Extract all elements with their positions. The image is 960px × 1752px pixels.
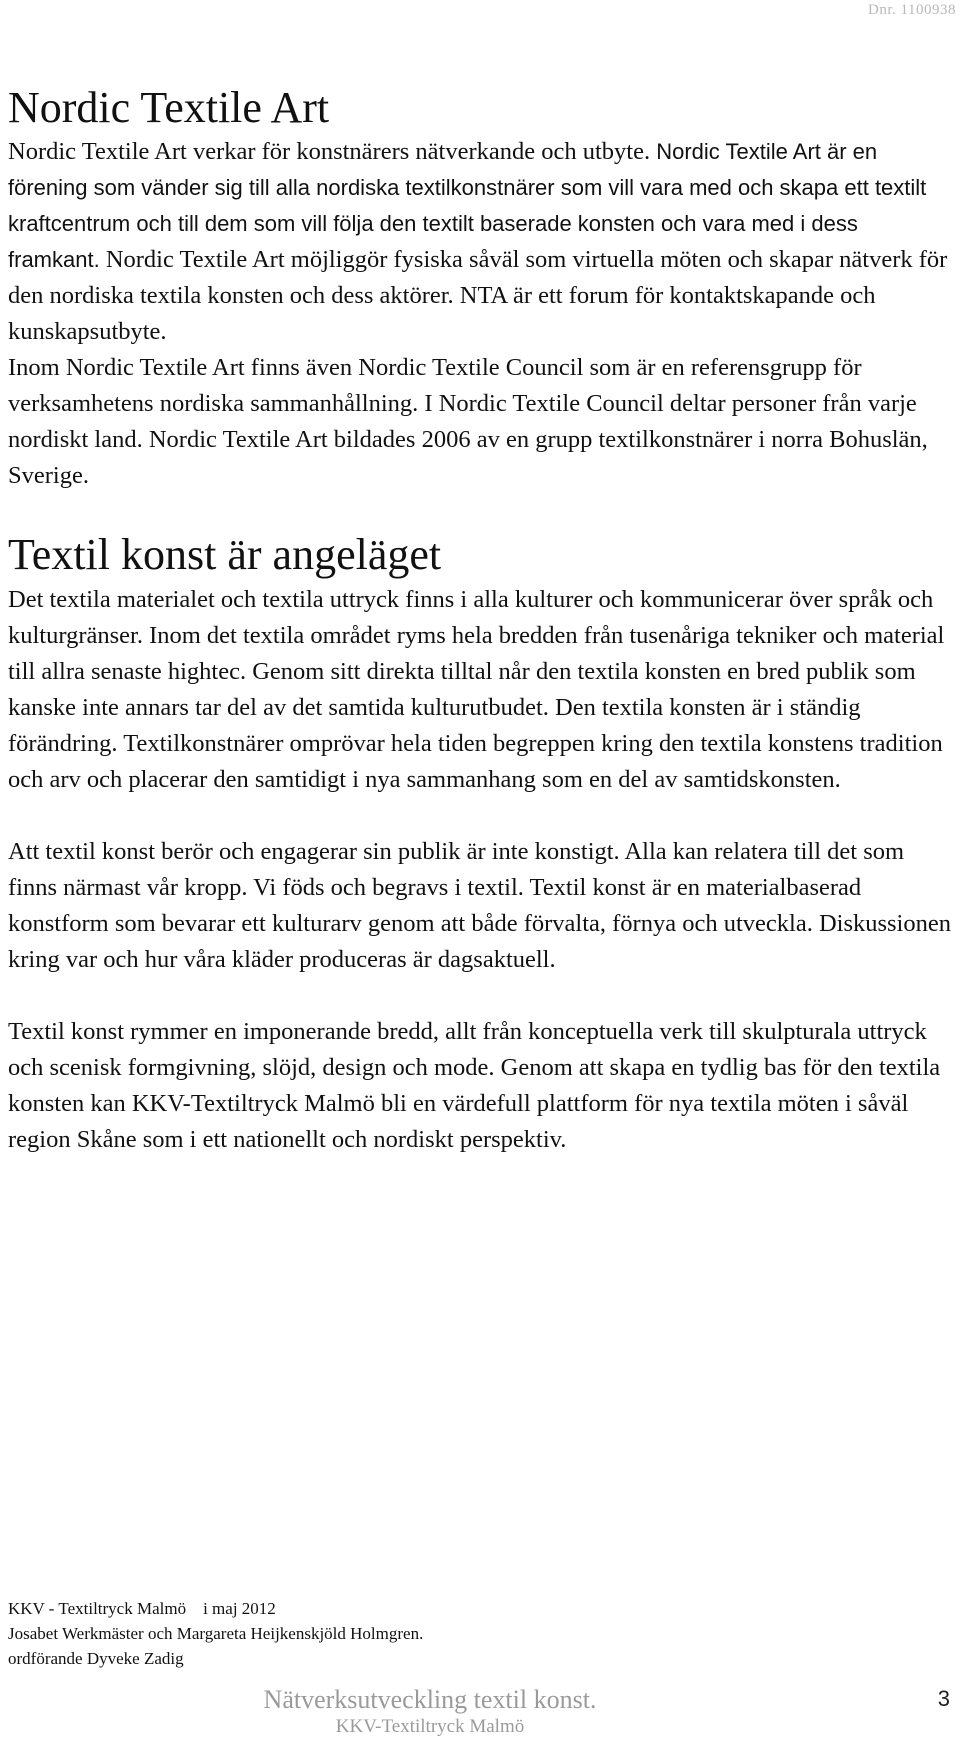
section2-paragraph-1: Det textila materialet och textila uttryck finns i alla kulturer och kommunicerar över språk och kulturgränser. Inom det textila området ryms hela bredden från tusenåriga tekniker och material till allra senaste hightec. Genom sitt direkta tilltal når den textila konsten en bred publik som kanske inte annars tar del av det samtida kulturutbudet. Den textila konsten är i ständig förändring. Textilkonstnärer omprövar hela tiden begreppen kring den textila konstens tradition och arv och placerar den samtidigt i nya sammanhang som en del av samtidskonsten. [8, 586, 945, 793]
section1-paragraph [8, 134, 953, 350]
signature-line-1: KKV - Textiltryck Malmö i maj 2012 [8, 1599, 276, 1618]
section-title-textil-konst: Textil konst är angeläget [8, 530, 442, 579]
section1-paragraph-2: Inom Nordic Textile Art finns även Nordic Textile Council som är en referensgrupp för verksamhetens nordiska sammanhållning. I Nordic Textile Council deltar personer från varje nordiskt land. Nordic Textile Art bildades 2006 av en grupp textilkonstnärer i norra Bohuslän, Sverige. [8, 354, 928, 489]
section2-paragraph-3: Textil konst rymmer en imponerande bredd, allt från konceptuella verk till skulpturala uttryck och scenisk formgivning, slöjd, design och mode. Genom att skapa en tydlig bas för den textila konsten kan KKV-Textiltryck Malmö bli en värdefull plattform för nya textila möten i såväl region Skåne som i ett nationellt och nordiskt perspektiv. [8, 1018, 941, 1153]
document-number: Dnr. 1100938 [868, 2, 956, 18]
section1-sans-text: Nordic Textile Art är en förening som vänder sig till alla nordiska textilkonstnärer som vill vara med och skapa ett textilt kraftcentrum och till dem som vill följa den textilt baserade konsten och vara med i dess framkant. [8, 139, 927, 272]
signature-line-2: Josabet Werkmäster och Margareta Heijkenskjöld Holmgren. [8, 1624, 424, 1643]
signature-line-3: ordförande Dyveke Zadig [8, 1649, 184, 1668]
signature-block [8, 1596, 423, 1671]
section1-intro-text: Nordic Textile Art verkar för konstnärers nätverkande och utbyte. [8, 138, 657, 165]
page-footer [0, 1685, 960, 1739]
page-number: 3 [937, 1686, 950, 1711]
main-content [8, 82, 953, 1158]
section-title-nordic-textile-art: Nordic Textile Art [8, 83, 330, 132]
section2-paragraph-2: Att textil konst berör och engagerar sin publik är inte konstigt. Alla kan relatera till det som finns närmast vår kropp. Vi föds och begravs i textil. Textil konst är en materialbaserad konstform som bevarar ett kulturarv genom att både förvalta, förnya och utveckla. Diskussionen kring var och hur våra kläder produceras är dagsaktuell. [8, 838, 951, 973]
footer-title: Nätverksutveckling textil konst. [263, 1685, 597, 1714]
footer-subtitle: KKV-Textiltryck Malmö [335, 1716, 525, 1737]
section1-continued-text: Nordic Textile Art möjliggör fysiska såväl som virtuella möten och skapar nätverk för den nordiska textila konsten och dess aktörer. NTA är ett forum för kontaktskapande och kunskapsutbyte. [8, 246, 948, 345]
